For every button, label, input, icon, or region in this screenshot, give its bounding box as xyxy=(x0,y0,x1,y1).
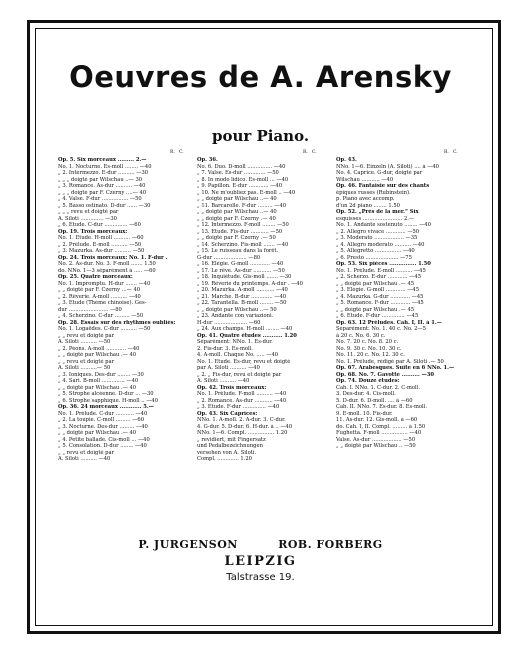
opus-heading: Op. 63. 12 Préludes. Cah. I, II. à 1.— xyxy=(336,319,442,326)
catalog-entry: „ 7. Valse. Es-dur ............. —50 xyxy=(197,170,279,176)
catalog-entry: „ „ „ doigté par Wilschau ..— 30 xyxy=(58,176,143,183)
catalog-entry: „ „ doigté par Wilschau .— 45 xyxy=(336,306,415,313)
catalog-entry: „ 3. Romance. As-dur .......... —40 xyxy=(58,183,146,189)
catalog-column-1 xyxy=(58,150,188,463)
catalog-entry: „ 4. Scherzino. C-dur ......... —50 xyxy=(58,313,144,319)
catalog-entry: No. 1. Impromptu. H-dur ....... —40 xyxy=(58,280,151,287)
catalog-entry: „ 3. Ioniques. Des-dur ........ —30 xyxy=(58,371,144,378)
publisher-city: LEIPZIG xyxy=(224,554,297,569)
catalog-entry: „ 2. Péons. A-moll ............ —40 xyxy=(58,345,140,352)
catalog-entry: No. 1. Nocturne. Es-moll ........ —40 xyxy=(58,163,152,170)
catalog-entry: par A. Siloti .......... —40 xyxy=(197,365,260,371)
opus-heading: Op. 42. Trois morceaux: xyxy=(197,384,267,391)
catalog-entry: Cah. I. NNo. 1. C-dur. 2. C-moll. xyxy=(336,384,420,391)
catalog-entry: „ 24. Aux champs. H-moll ........ —40 xyxy=(197,326,293,332)
catalog-entry: „ 16. Elégie. G-moll ............ —40 xyxy=(197,261,284,267)
catalog-entry: No. 1. Logaëdes. C-dur .......... —50 xyxy=(58,326,151,332)
catalog-entry: „ 2. Allegro vivace ............ —50 xyxy=(336,228,420,235)
catalog-entry: „ „ doigté par Wilschau .. —50 xyxy=(336,443,416,449)
catalog-entry: Séparément: No. 1. 40 c. No. 2—5 xyxy=(336,326,426,332)
catalog-entry: „ 17. Le rêve. As-dur ........... —50 xyxy=(197,267,285,274)
catalog-entry: No. 7. 20 c. No. 8. 20 c. xyxy=(336,339,399,345)
column-header xyxy=(336,150,464,157)
catalog-entry: „ 21. Marche. B-dur ............. —40 xyxy=(197,293,287,300)
catalog-entry: d'un 2d piano ........ 1.50 xyxy=(336,202,400,209)
catalog-column-3 xyxy=(336,150,464,450)
catalog-entry: „ 3. Etude. F-dur .............. —40 xyxy=(197,404,280,410)
catalog-entry: No. 11. 20 c. No. 12. 30 c. xyxy=(336,352,405,358)
catalog-entry: p. Piano avec accomp. xyxy=(336,196,395,202)
catalog-entry: A. Siloti .......... —40 xyxy=(58,456,111,462)
kopeck-header: C. xyxy=(312,150,317,155)
catalog-entry: „ 3. Mazurka. As-dur .......... —50 xyxy=(58,248,145,254)
catalog-entry: „ 14. Scherzino. Fis-moll ....... —40 xyxy=(197,241,289,248)
catalog-entry: No. 1. Prélude, rédigé par A. Siloti .— 50 xyxy=(336,358,444,365)
catalog-entry: „ „ doigté par Wilschau .— 45 xyxy=(336,280,415,287)
catalog-entry: und Pedalbezeichnungen xyxy=(197,443,263,449)
publisher-jurgenson: P. JURGENSON xyxy=(138,538,238,551)
catalog-entry: „ „ doigté par F. Czerny ...— 40 xyxy=(58,287,141,293)
catalog-entry: „ 12. Intermezzo. F-moll ........ —50 xyxy=(197,222,289,228)
catalog-entry: G-dur .................... —80 xyxy=(197,254,261,261)
opus-heading: Op. 28. Essais sur des rhythmes oubliés: xyxy=(58,319,176,326)
opus-heading: Op. 67. Arabesques. Suite en 6 NNo. 1.— xyxy=(336,365,455,371)
opus-heading: Op. 68. No. 7. Gavotte .......... —30 xyxy=(336,371,434,378)
catalog-entry: 3. Des-dur. 4. Cis-moll. xyxy=(336,391,396,397)
catalog-entry: „ 4. Allegro moderato .......... —40 xyxy=(336,241,425,248)
catalog-entry: No. 1. Etude. H-moll .......... —60 xyxy=(58,235,144,241)
catalog-entry: „ „ doigté par Wilschau .— 40 xyxy=(58,352,137,358)
column-header xyxy=(58,150,188,157)
catalog-entry: „ „ doigté par Wilschau .— 40 xyxy=(58,430,137,436)
catalog-entry: „ 2. Intermezzo. E-dur .......... —30 xyxy=(58,170,149,176)
kopeck-header: C. xyxy=(453,150,458,155)
catalog-entry: „ 11. Barcarolle. F-dur ......... —40 xyxy=(197,202,287,209)
catalog-entry: „ „ doigté par F. Czerny .— 50 xyxy=(197,235,276,241)
opus-heading: Op. 24. Trois morceaux: No. 1. F-dur . xyxy=(58,254,168,261)
catalog-entry: „ 15. Le ruisseau dans la forêt. xyxy=(197,248,279,254)
catalog-entry: A. Siloti .......... —40 xyxy=(197,378,250,384)
catalog-entry: „ „ revu et doigté par xyxy=(58,332,115,339)
column-header xyxy=(197,150,323,157)
catalog-entry: „ „ doigté par Wilschau ..— 40 xyxy=(197,196,277,202)
catalog-entry: „ 18. Inquiétude. Gis-moll ....... —30 xyxy=(197,274,292,280)
opus-heading: Op. 36. xyxy=(197,157,218,163)
catalog-entry: Cah. II. NNo. 7. Es-dur. 8. Es-moll. xyxy=(336,404,427,410)
opus-heading: Op. 46. Fantaisie sur des chants xyxy=(336,183,430,189)
catalog-entry: „ 6. Presto .................... —75 xyxy=(336,254,412,261)
catalog-entry: épiques russes (Rubinstein). xyxy=(336,189,411,196)
opus-heading: Op. 19. Trois morceaux: xyxy=(58,228,128,235)
catalog-entry: No. 9. 30 c. No. 10. 30 c. xyxy=(336,345,402,352)
catalog-entry: „ 13. Etude. Fis-dur ........... —50 xyxy=(197,228,283,235)
catalog-entry: Wilschau ........... —40 xyxy=(336,176,394,183)
page-subtitle: pour Piano. xyxy=(211,127,310,145)
catalog-entry: „ 5. Romance. F-dur ............ —45 xyxy=(336,300,424,306)
catalog-entry: „ 4. Valse. F-dur ................ —50 xyxy=(58,196,142,202)
catalog-entry: H-dur .................... —60 xyxy=(197,319,261,326)
catalog-entry: 11. As-dur. 12. Gis-moll. à —60 xyxy=(336,417,418,423)
catalog-entry: do. NNo. 1—3 séparément à ..... —60 xyxy=(58,267,156,274)
catalog-entry: „ „ doigté par Wilschau ..— 40 xyxy=(197,209,277,215)
catalog-entry: Fughetta. F-moll ................ —40 xyxy=(336,430,422,436)
catalog-entry: 9. E-moll. 10. Fis-dur. xyxy=(336,410,393,417)
catalog-entry: „ „ „ revu et doigté par xyxy=(58,209,119,215)
catalog-entry: 2. Fis-dur. 3. Es-moll. xyxy=(197,345,253,352)
catalog-entry: „ 5. Consolation. D-dur ........ —40 xyxy=(58,443,147,449)
catalog-entry: do. Cah. I, II. Compl. ......... à 1.50 xyxy=(336,423,426,430)
catalog-entry: A. Siloti .......... —50 xyxy=(58,339,111,345)
rouble-header: R. xyxy=(170,150,175,155)
catalog-entry: „ „ doigté par Wilschau .— 40 xyxy=(58,384,137,391)
catalog-entry: A. Siloti ..........— 50 xyxy=(58,365,111,371)
catalog-entry: „ „ „ doigté par F. Czerny ....— 40 xyxy=(58,189,147,196)
catalog-entry: No. 2. As-dur. No. 3. F-moll ....... 1.50 xyxy=(58,261,156,267)
catalog-entry: „ 5. Basso ostinato. D-dur ...... —30 xyxy=(58,202,151,209)
catalog-entry: „ 3. Elégie. G-moll ............ —45 xyxy=(336,287,420,293)
opus-heading: Op. 41. Quatre études ........... 1.20 xyxy=(197,332,297,339)
catalog-entry: „ 23. Andante con variazioni. xyxy=(197,313,274,319)
catalog-entry: No. 1. Prélude. F-moll .......... —40 xyxy=(197,391,287,397)
catalog-column-2 xyxy=(197,150,323,463)
publishers xyxy=(0,538,521,551)
catalog-entry: „ 2. La toupie. C-moll ......... —60 xyxy=(58,417,145,423)
catalog-entry: NNo. 1—6. Einzeln (A. Siloti) .... à —40 xyxy=(336,163,439,170)
catalog-entry: No. 1. Prélude. E-moll .......... —45 xyxy=(336,267,426,274)
catalog-entry: No. 1. Andante sostenuto ........ —40 xyxy=(336,222,431,228)
catalog-entry: „ 6. Strophe sapphique. H-moll .. —40 xyxy=(58,397,159,404)
catalog-entry: 4. A-moll. Chaque No. ..... —40 xyxy=(197,352,279,358)
catalog-entry: dur ........................ —80 xyxy=(58,306,122,313)
catalog-entry: 5. D-dur. 6. D-moll. .... à —60 xyxy=(336,397,413,404)
catalog-entry: „ revidiert, mit Fingersatz xyxy=(197,436,266,443)
publisher-street: Talstrasse 19. xyxy=(226,572,295,583)
catalog-entry: Valse. As-dur .................. —50 xyxy=(336,436,416,443)
rouble-header: R. xyxy=(303,150,308,155)
catalog-entry: „ 2. „ Fis-dur, revu et doigté par xyxy=(197,371,282,378)
catalog-entry: esquisses ........................ 2.— xyxy=(336,215,415,222)
catalog-entry: „ 4. Petite ballade. Cis-moll ... —40 xyxy=(58,436,150,443)
catalog-entry: NNo. 1—6. Compl. ................ 1.20 xyxy=(197,430,288,436)
catalog-entry: „ 2. Romance. As-dur ........... —40 xyxy=(197,397,287,404)
catalog-entry: „ „ doigté par F. Czerny .— 40 xyxy=(197,215,276,222)
catalog-entry: „ „ doigté par Wilschau ..— 50 xyxy=(197,306,277,313)
catalog-entry: „ 22. Tarantella. B-moll ........ —50 xyxy=(197,300,287,306)
catalog-entry: „ 6. Etude. C-dur .............. —60 xyxy=(58,222,141,228)
catalog-entry: „ 4. Mazurka. G-dur ............ —45 xyxy=(336,293,424,300)
catalog-entry: No. 6. Duo. D-moll ............... —40 xyxy=(197,163,286,170)
catalog-entry: „ 3. Nocturne. Des-dur ......... —40 xyxy=(58,423,148,430)
catalog-entry: Séparément: NNo. 1. Es-dur. xyxy=(197,339,273,345)
catalog-entry: „ 2. Scherzo. E-dur ............ —45 xyxy=(336,274,421,280)
opus-heading: Op. 36. 24 morceaux ............ 5.— xyxy=(58,404,154,410)
catalog-entry: „ „ revu et doigté par xyxy=(58,358,115,365)
catalog-entry: „ 2. Rêverie. A-moll .......... —40 xyxy=(58,293,141,300)
opus-heading: Op. 25. Quatre morceaux: xyxy=(58,274,133,280)
catalog-entry: No. 1. Etude. Es-dur, revu et doigté xyxy=(197,358,291,365)
catalog-entry: „ 10. Ne m'oubliez pas. E-moll .. —40 xyxy=(197,189,296,196)
opus-heading: Op. 53. Six pièces ............... 1.50 xyxy=(336,261,431,267)
catalog-entry: „ 6. Etude. F-dur .............. —45 xyxy=(336,313,419,319)
publisher-forberg: ROB. FORBERG xyxy=(278,538,383,551)
catalog-entry: „ 9. Papillon. E-dur ............ —40 xyxy=(197,183,282,189)
opus-heading: Op. 5. Six morceaux ......... 2.— xyxy=(58,157,147,163)
catalog-entry: „ 3. Etude (Thème chinoise). Ges- xyxy=(58,300,147,306)
page-title: Oeuvres de A. Arensky xyxy=(69,60,452,94)
opus-heading: Op. 52. „Près de la mer.“ Six xyxy=(336,209,419,215)
catalog-entry: „ 20. Mazurka. A-moll ........... —40 xyxy=(197,287,288,293)
catalog-entry: „ 5. Strophe alcéenne. D-dur ... —30 xyxy=(58,391,154,397)
catalog-entry: versehen von A. Siloti. xyxy=(197,449,257,456)
catalog-entry: „ 2. Prélude. E-moll .......... —50 xyxy=(58,241,142,248)
catalog-entry: No. 4. Caprice. G-dur, doigté par xyxy=(336,170,423,176)
catalog-entry: 4. G-dur. 5. D-dur. 6. H-dur. à .. —40 xyxy=(197,423,293,430)
opus-heading: Op. 43. Six Caprices: xyxy=(197,410,258,417)
catalog-entry: NNo. 1. A-moll. 2. A-dur. 3. C-dur. xyxy=(197,417,286,423)
catalog-entry: à 20 c. No. 6. 30 c. xyxy=(336,332,386,339)
catalog-entry: A. Siloti .............. —30 xyxy=(58,215,117,222)
catalog-entry: „ 8. In modo lidico. Es-moll ... —40 xyxy=(197,176,289,183)
catalog-entry: „ 4. Sari. B-moll .............. —40 xyxy=(58,378,139,384)
opus-heading: Op. 74. Douze études: xyxy=(336,378,400,384)
catalog-entry: No. 1. Prélude. C-dur ........... —40 xyxy=(58,410,148,417)
kopeck-header: C. xyxy=(179,150,184,155)
catalog-entry: „ 19. Rêverie du printemps. A-dur . —40 xyxy=(197,280,303,287)
catalog-entry: „ 5. Allegretto ................ —40 xyxy=(336,248,415,254)
rouble-header: R. xyxy=(444,150,449,155)
catalog-entry: Compl. ............. 1.20 xyxy=(197,456,252,462)
catalog-entry: „ 3. Moderato .................. —35 xyxy=(336,235,418,241)
opus-heading: Op. 43. xyxy=(336,157,357,163)
catalog-entry: „ „ revu et doigté par xyxy=(58,449,115,456)
